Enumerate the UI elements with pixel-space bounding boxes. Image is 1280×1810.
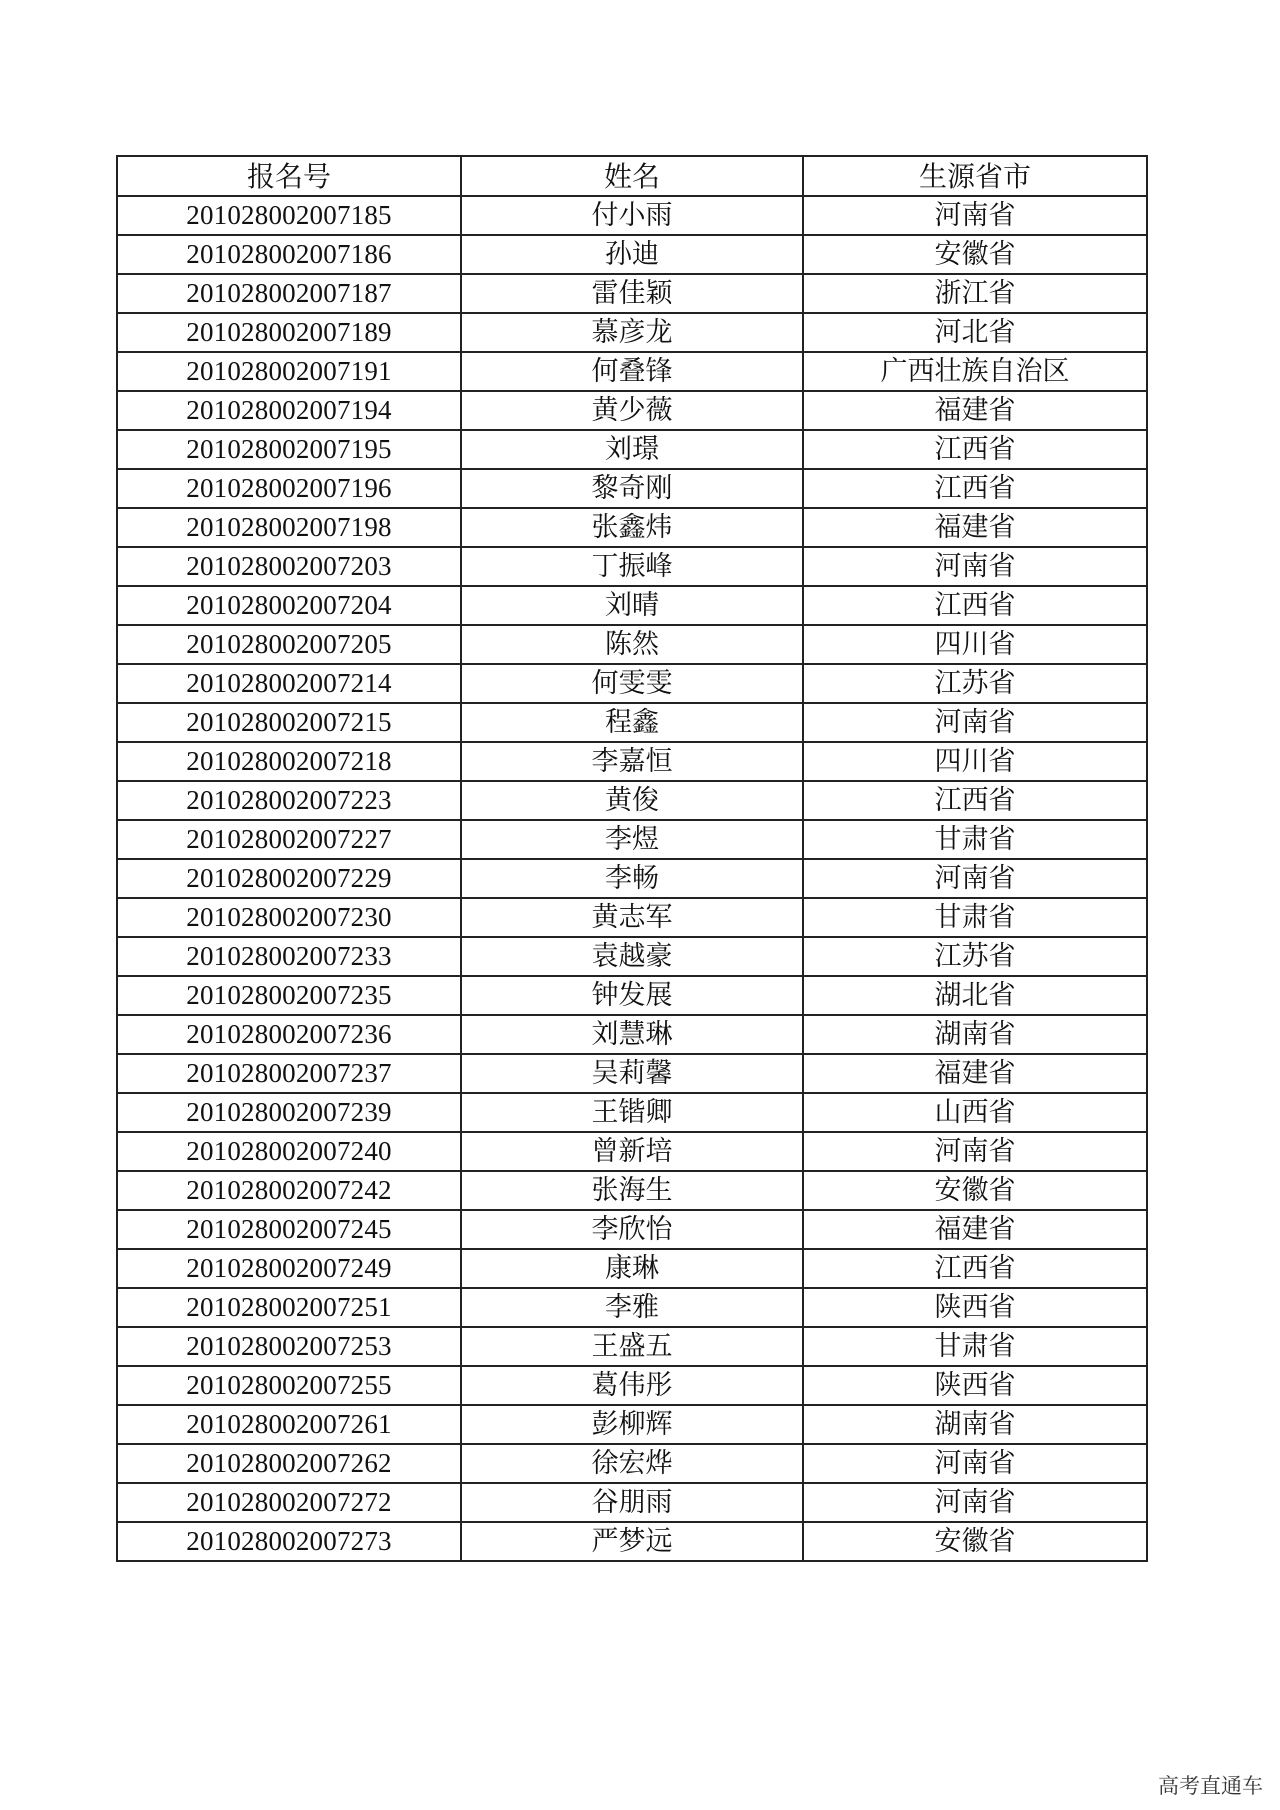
registration-number-cell: 201028002007240 [117, 1132, 461, 1171]
name-cell: 严梦远 [461, 1522, 803, 1561]
name-cell: 袁越豪 [461, 937, 803, 976]
registration-number-cell: 201028002007255 [117, 1366, 461, 1405]
province-cell: 河南省 [803, 547, 1147, 586]
name-cell: 黄俊 [461, 781, 803, 820]
province-cell: 河南省 [803, 703, 1147, 742]
name-cell: 彭柳辉 [461, 1405, 803, 1444]
name-cell: 雷佳颖 [461, 274, 803, 313]
name-cell: 王盛五 [461, 1327, 803, 1366]
registration-number-cell: 201028002007198 [117, 508, 461, 547]
registration-number-cell: 201028002007236 [117, 1015, 461, 1054]
table-row [117, 1015, 1147, 1054]
name-cell: 陈然 [461, 625, 803, 664]
province-cell: 河南省 [803, 1483, 1147, 1522]
name-cell: 丁振峰 [461, 547, 803, 586]
registration-number-cell: 201028002007229 [117, 859, 461, 898]
table-row [117, 625, 1147, 664]
province-cell: 江西省 [803, 469, 1147, 508]
header-registration-number: 报名号 [117, 156, 461, 196]
name-cell: 刘晴 [461, 586, 803, 625]
province-cell: 福建省 [803, 1210, 1147, 1249]
province-cell: 安徽省 [803, 235, 1147, 274]
province-cell: 江西省 [803, 1249, 1147, 1288]
table-row [117, 274, 1147, 313]
registration-number-cell: 201028002007204 [117, 586, 461, 625]
province-cell: 安徽省 [803, 1522, 1147, 1561]
registration-number-cell: 201028002007218 [117, 742, 461, 781]
table-row [117, 196, 1147, 235]
table-row [117, 313, 1147, 352]
name-cell: 吴莉馨 [461, 1054, 803, 1093]
registration-number-cell: 201028002007191 [117, 352, 461, 391]
province-cell: 安徽省 [803, 1171, 1147, 1210]
registration-number-cell: 201028002007239 [117, 1093, 461, 1132]
province-cell: 江西省 [803, 430, 1147, 469]
province-cell: 河南省 [803, 1132, 1147, 1171]
watermark-text: 高考直通车 [1158, 1774, 1263, 1798]
table-row [117, 820, 1147, 859]
header-name: 姓名 [461, 156, 803, 196]
table-row [117, 703, 1147, 742]
table-row [117, 1210, 1147, 1249]
table-row [117, 742, 1147, 781]
province-cell: 福建省 [803, 1054, 1147, 1093]
name-cell: 康琳 [461, 1249, 803, 1288]
province-cell: 河南省 [803, 859, 1147, 898]
table-row [117, 547, 1147, 586]
name-cell: 慕彦龙 [461, 313, 803, 352]
name-cell: 黄少薇 [461, 391, 803, 430]
province-cell: 陕西省 [803, 1288, 1147, 1327]
name-cell: 李煜 [461, 820, 803, 859]
name-cell: 张鑫炜 [461, 508, 803, 547]
registration-number-cell: 201028002007189 [117, 313, 461, 352]
name-cell: 刘慧琳 [461, 1015, 803, 1054]
province-cell: 湖北省 [803, 976, 1147, 1015]
table-row [117, 469, 1147, 508]
table-row [117, 1054, 1147, 1093]
province-cell: 甘肃省 [803, 1327, 1147, 1366]
name-cell: 曾新培 [461, 1132, 803, 1171]
registration-number-cell: 201028002007227 [117, 820, 461, 859]
name-cell: 钟发展 [461, 976, 803, 1015]
table-row [117, 1171, 1147, 1210]
province-cell: 陕西省 [803, 1366, 1147, 1405]
name-cell: 刘璟 [461, 430, 803, 469]
table-row [117, 1093, 1147, 1132]
registration-number-cell: 201028002007249 [117, 1249, 461, 1288]
header-province: 生源省市 [803, 156, 1147, 196]
table-row [117, 1483, 1147, 1522]
province-cell: 福建省 [803, 391, 1147, 430]
province-cell: 山西省 [803, 1093, 1147, 1132]
name-cell: 李欣怡 [461, 1210, 803, 1249]
name-cell: 李嘉恒 [461, 742, 803, 781]
table-row [117, 586, 1147, 625]
table-row [117, 1522, 1147, 1561]
table-row [117, 859, 1147, 898]
province-cell: 河南省 [803, 196, 1147, 235]
table-row [117, 235, 1147, 274]
registration-number-cell: 201028002007196 [117, 469, 461, 508]
province-cell: 江西省 [803, 781, 1147, 820]
name-cell: 何雯雯 [461, 664, 803, 703]
registration-number-cell: 201028002007261 [117, 1405, 461, 1444]
province-cell: 广西壮族自治区 [803, 352, 1147, 391]
name-cell: 李雅 [461, 1288, 803, 1327]
name-cell: 王锴卿 [461, 1093, 803, 1132]
registration-number-cell: 201028002007186 [117, 235, 461, 274]
registration-number-cell: 201028002007185 [117, 196, 461, 235]
registration-number-cell: 201028002007205 [117, 625, 461, 664]
province-cell: 浙江省 [803, 274, 1147, 313]
table-row [117, 508, 1147, 547]
table-row [117, 937, 1147, 976]
admission-table [116, 155, 1148, 1562]
table-row [117, 1132, 1147, 1171]
registration-number-cell: 201028002007223 [117, 781, 461, 820]
registration-number-cell: 201028002007242 [117, 1171, 461, 1210]
province-cell: 甘肃省 [803, 898, 1147, 937]
table-header-row [117, 156, 1147, 196]
registration-number-cell: 201028002007262 [117, 1444, 461, 1483]
province-cell: 江苏省 [803, 937, 1147, 976]
table-row [117, 976, 1147, 1015]
registration-number-cell: 201028002007235 [117, 976, 461, 1015]
name-cell: 何叠锋 [461, 352, 803, 391]
province-cell: 四川省 [803, 742, 1147, 781]
registration-number-cell: 201028002007194 [117, 391, 461, 430]
name-cell: 付小雨 [461, 196, 803, 235]
name-cell: 孙迪 [461, 235, 803, 274]
registration-number-cell: 201028002007253 [117, 1327, 461, 1366]
province-cell: 甘肃省 [803, 820, 1147, 859]
table-row [117, 1405, 1147, 1444]
table-row [117, 391, 1147, 430]
registration-number-cell: 201028002007215 [117, 703, 461, 742]
registration-number-cell: 201028002007273 [117, 1522, 461, 1561]
registration-number-cell: 201028002007230 [117, 898, 461, 937]
table-row [117, 664, 1147, 703]
registration-number-cell: 201028002007214 [117, 664, 461, 703]
table-row [117, 1288, 1147, 1327]
table-row [117, 352, 1147, 391]
province-cell: 江西省 [803, 586, 1147, 625]
table-row [117, 1444, 1147, 1483]
province-cell: 湖南省 [803, 1405, 1147, 1444]
table-row [117, 430, 1147, 469]
name-cell: 黎奇刚 [461, 469, 803, 508]
province-cell: 湖南省 [803, 1015, 1147, 1054]
table-row [117, 1249, 1147, 1288]
name-cell: 李畅 [461, 859, 803, 898]
province-cell: 河北省 [803, 313, 1147, 352]
table-row [117, 1366, 1147, 1405]
registration-number-cell: 201028002007203 [117, 547, 461, 586]
admission-list [116, 155, 1148, 1562]
registration-number-cell: 201028002007233 [117, 937, 461, 976]
province-cell: 四川省 [803, 625, 1147, 664]
table-row [117, 898, 1147, 937]
registration-number-cell: 201028002007195 [117, 430, 461, 469]
name-cell: 黄志军 [461, 898, 803, 937]
name-cell: 徐宏烨 [461, 1444, 803, 1483]
registration-number-cell: 201028002007237 [117, 1054, 461, 1093]
name-cell: 程鑫 [461, 703, 803, 742]
name-cell: 谷朋雨 [461, 1483, 803, 1522]
registration-number-cell: 201028002007187 [117, 274, 461, 313]
province-cell: 河南省 [803, 1444, 1147, 1483]
table-row [117, 781, 1147, 820]
province-cell: 江苏省 [803, 664, 1147, 703]
registration-number-cell: 201028002007245 [117, 1210, 461, 1249]
table-row [117, 1327, 1147, 1366]
name-cell: 葛伟彤 [461, 1366, 803, 1405]
registration-number-cell: 201028002007251 [117, 1288, 461, 1327]
name-cell: 张海生 [461, 1171, 803, 1210]
registration-number-cell: 201028002007272 [117, 1483, 461, 1522]
province-cell: 福建省 [803, 508, 1147, 547]
table-body [117, 196, 1147, 1561]
